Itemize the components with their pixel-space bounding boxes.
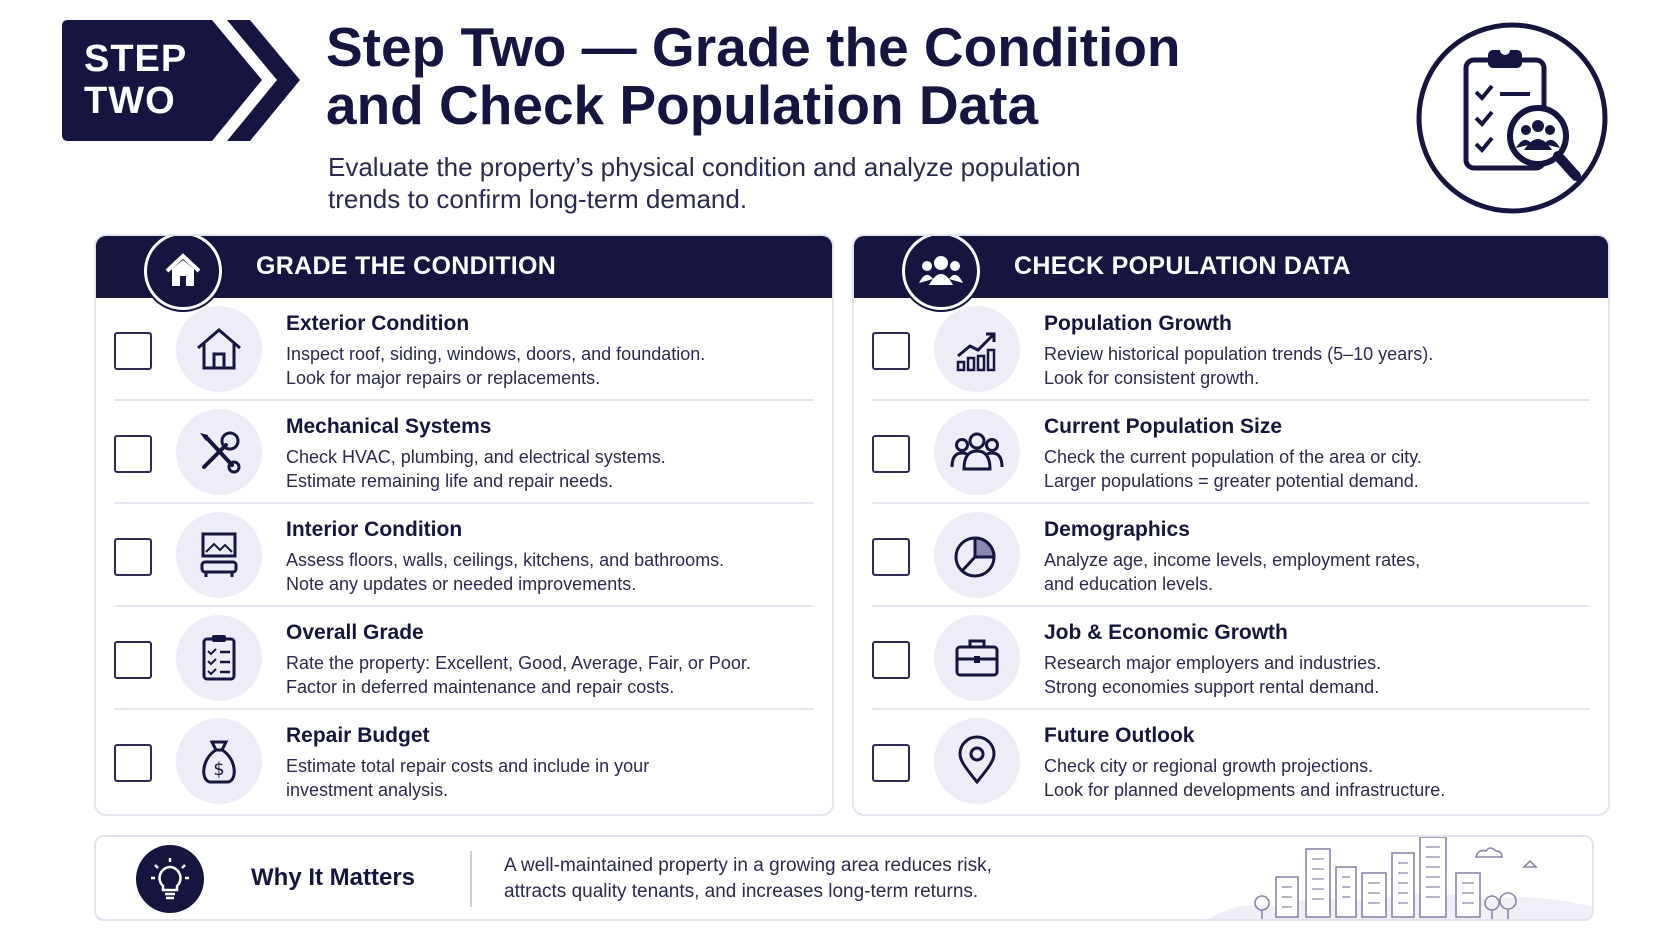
checkbox-current-population-size[interactable]: [872, 435, 910, 473]
clipboard-checklist-icon: [176, 615, 262, 701]
money-bag-icon: [176, 718, 262, 804]
population-data-panel: [852, 234, 1610, 816]
row-title: Job & Economic Growth: [1044, 621, 1288, 644]
people-group-outline-icon: [934, 409, 1020, 495]
pie-chart-icon: [934, 512, 1020, 598]
grade-condition-panel: [94, 234, 834, 816]
row-description: Check HVAC, plumbing, and electrical systems. Estimate remaining life and repair needs.: [286, 447, 666, 491]
row-title: Current Population Size: [1044, 415, 1283, 438]
population-data-header: [854, 236, 1608, 298]
checklist-row-current-population-size: [872, 401, 1590, 504]
tools-icon: [176, 409, 262, 495]
svg-text:$: $: [213, 759, 225, 780]
checklist-row-mechanical-systems: [114, 401, 814, 504]
checkbox-mechanical-systems[interactable]: [114, 435, 152, 473]
why-it-matters-label: Why It Matters: [251, 864, 416, 891]
row-description: Assess floors, walls, ceilings, kitchens, and bathrooms. Note any updates or needed improvements.: [286, 550, 725, 594]
step-badge: [62, 20, 302, 141]
grade-condition-header: [96, 236, 832, 298]
checklist-row-job-economic-growth: [872, 607, 1590, 710]
house-outline-icon: [176, 306, 262, 392]
row-title: Future Outlook: [1044, 724, 1195, 747]
checkbox-interior-condition[interactable]: [114, 538, 152, 576]
row-description: Estimate total repair costs and include in your investment analysis.: [286, 756, 650, 800]
checkbox-population-growth[interactable]: [872, 332, 910, 370]
why-it-matters-text: A well-maintained property in a growing area reduces risk, attracts quality tenants, and increases long-term returns.: [504, 855, 992, 902]
grade-condition-title: GRADE THE CONDITION: [256, 252, 557, 280]
why-it-matters-banner: [94, 835, 1594, 921]
checklist-row-demographics: [872, 504, 1590, 607]
checkbox-demographics[interactable]: [872, 538, 910, 576]
row-description: Research major employers and industries. Strong economies support rental demand.: [1044, 653, 1382, 697]
checklist-row-overall-grade: [114, 607, 814, 710]
checkbox-exterior-condition[interactable]: [114, 332, 152, 370]
row-description: Check city or regional growth projections. Look for planned developments and infrastructure.: [1044, 756, 1446, 800]
checklist-row-interior-condition: [114, 504, 814, 607]
checklist-row-population-growth: [872, 298, 1590, 401]
row-description: Inspect roof, siding, windows, doors, and foundation. Look for major repairs or replacements.: [286, 344, 706, 388]
row-title: Interior Condition: [286, 518, 463, 541]
row-description: Analyze age, income levels, employment rates, and education levels.: [1044, 550, 1421, 594]
city-skyline-icon: [1206, 837, 1594, 921]
row-title: Demographics: [1044, 518, 1190, 541]
row-description: Check the current population of the area or city. Larger populations = greater potential demand.: [1044, 447, 1422, 491]
row-title: Exterior Condition: [286, 312, 470, 335]
interior-sofa-icon: [176, 512, 262, 598]
checkbox-future-outlook[interactable]: [872, 744, 910, 782]
clipboard-search-icon: [1414, 20, 1610, 216]
step-label: STEP TWO: [84, 38, 188, 122]
row-title: Population Growth: [1044, 312, 1232, 335]
growth-chart-icon: [934, 306, 1020, 392]
checkbox-overall-grade[interactable]: [114, 641, 152, 679]
lightbulb-icon: [136, 845, 204, 913]
row-description: Review historical population trends (5–10 years). Look for consistent growth.: [1044, 344, 1434, 388]
checklist-row-repair-budget: [114, 710, 814, 813]
population-data-title: CHECK POPULATION DATA: [1014, 252, 1351, 280]
page-title: Step Two — Grade the Condition and Check Population Data: [326, 16, 1181, 136]
page-subtitle: Evaluate the property’s physical condition and analyze population trends to confirm long-term demand.: [328, 152, 1081, 214]
row-title: Overall Grade: [286, 621, 424, 644]
footer-divider: [470, 851, 472, 907]
checklist-row-future-outlook: [872, 710, 1590, 813]
checkbox-job-economic-growth[interactable]: [872, 641, 910, 679]
row-title: Repair Budget: [286, 724, 430, 747]
briefcase-icon: [934, 615, 1020, 701]
map-pin-icon: [934, 718, 1020, 804]
checkbox-repair-budget[interactable]: [114, 744, 152, 782]
row-title: Mechanical Systems: [286, 415, 492, 438]
row-description: Rate the property: Excellent, Good, Average, Fair, or Poor. Factor in deferred maintenance and repair costs.: [286, 653, 751, 697]
checklist-row-exterior-condition: [114, 298, 814, 401]
